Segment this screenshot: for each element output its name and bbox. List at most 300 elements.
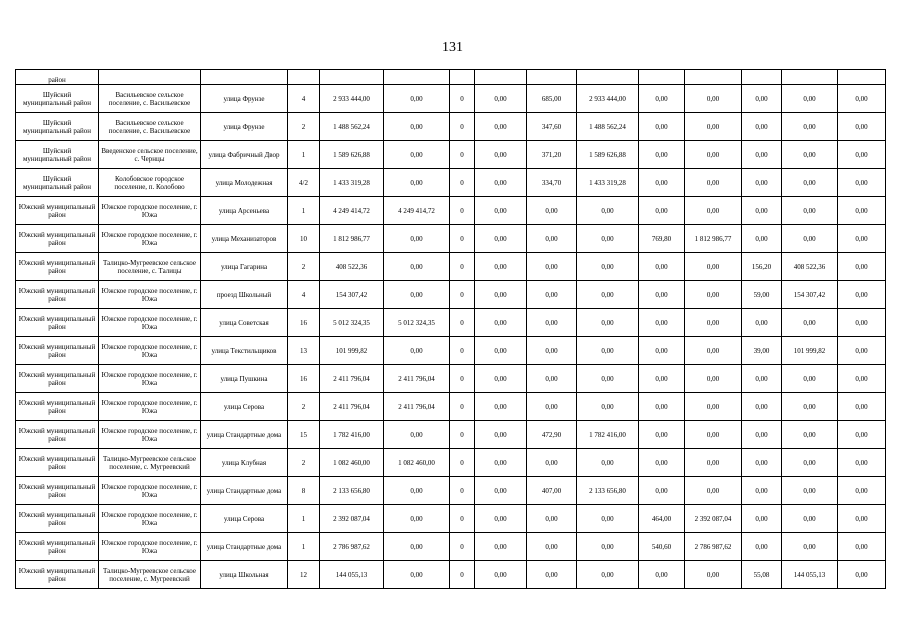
table-cell-col-11: 0,00 [639, 449, 685, 477]
table-cell-settlement: Южское городское поселение, г. Южа [99, 393, 201, 421]
table-cell-col-9: 334,70 [527, 169, 577, 197]
table-cell-street: улица Арсеньева [201, 197, 288, 225]
table-cell-col-13: 0,00 [742, 309, 782, 337]
table-cell-col-7: 0 [450, 169, 475, 197]
table-cell-col-14: 408 522,36 [782, 253, 838, 281]
table-cell-col-8: 0,00 [475, 141, 527, 169]
table-cell-col-11: 0,00 [639, 477, 685, 505]
table-cell-house-number: 16 [288, 365, 320, 393]
table-cell-col-13: 0,00 [742, 169, 782, 197]
table-cell-col-9: 0,00 [527, 561, 577, 589]
table-cell-col-15: 0,00 [838, 561, 886, 589]
table-cell-street: улица Клубная [201, 449, 288, 477]
table-cell-col-11: 0,00 [639, 365, 685, 393]
table-cell-col-6: 5 012 324,35 [384, 309, 450, 337]
table-cell-col-7: 0 [450, 449, 475, 477]
table-cell-total-cost: 5 012 324,35 [320, 309, 384, 337]
table-cell-street: улица Стандартные дома [201, 421, 288, 449]
table-cell-col-12: 0,00 [685, 197, 742, 225]
table-cell-district: Южский муниципальный район [16, 197, 99, 225]
table-cell-settlement: Южское городское поселение, г. Южа [99, 365, 201, 393]
table-cell-street: улица Текстильщиков [201, 337, 288, 365]
table-cell-col-13: 0,00 [742, 477, 782, 505]
table-cell-col-15: 0,00 [838, 393, 886, 421]
table-cell-col-6: 1 082 460,00 [384, 449, 450, 477]
table-cell-house-number: 2 [288, 253, 320, 281]
table-cell-col-15: 0,00 [838, 309, 886, 337]
table-cell-settlement: Южское городское поселение, г. Южа [99, 533, 201, 561]
table-cell-house-number: 4 [288, 281, 320, 309]
table-cell-col-11: 0,00 [639, 141, 685, 169]
table-cell [685, 70, 742, 85]
table-cell-col-13: 0,00 [742, 113, 782, 141]
table-cell-col-7: 0 [450, 533, 475, 561]
table-cell-col-7: 0 [450, 225, 475, 253]
table-cell-col-14: 0,00 [782, 197, 838, 225]
table-cell-street: улица Советская [201, 309, 288, 337]
table-cell-house-number: 1 [288, 533, 320, 561]
table-cell-total-cost: 4 249 414,72 [320, 197, 384, 225]
table-cell-col-8: 0,00 [475, 505, 527, 533]
table-cell-total-cost: 144 055,13 [320, 561, 384, 589]
table-cell-col-12: 0,00 [685, 113, 742, 141]
table-cell-col-9: 0,00 [527, 533, 577, 561]
table-cell-col-13: 0,00 [742, 141, 782, 169]
table-cell-col-14: 154 307,42 [782, 281, 838, 309]
table-cell-col-14: 144 055,13 [782, 561, 838, 589]
table-cell-col-9: 0,00 [527, 197, 577, 225]
table-cell-col-9: 0,00 [527, 309, 577, 337]
table-cell-col-11: 0,00 [639, 393, 685, 421]
table-row [16, 337, 886, 365]
table-cell-col-7: 0 [450, 141, 475, 169]
data-table [15, 69, 886, 589]
table-cell-settlement: Южское городское поселение, г. Южа [99, 421, 201, 449]
table-cell-col-14: 101 999,82 [782, 337, 838, 365]
table-cell-col-15: 0,00 [838, 141, 886, 169]
table-cell-street: проезд Школьный [201, 281, 288, 309]
table-cell-col-14: 0,00 [782, 393, 838, 421]
table-cell-col-9: 407,00 [527, 477, 577, 505]
table-cell-col-8: 0,00 [475, 393, 527, 421]
table-cell-col-8: 0,00 [475, 113, 527, 141]
table-cell-col-13: 39,00 [742, 337, 782, 365]
table-cell-col-11: 0,00 [639, 253, 685, 281]
table-cell-col-12: 2 392 087,04 [685, 505, 742, 533]
table-cell-col-15: 0,00 [838, 421, 886, 449]
table-cell-col-10: 0,00 [577, 561, 639, 589]
table-cell-total-cost: 2 933 444,00 [320, 85, 384, 113]
table-row [16, 253, 886, 281]
table-cell-total-cost: 2 786 987,62 [320, 533, 384, 561]
table-cell-col-11: 0,00 [639, 281, 685, 309]
table-cell-col-13: 0,00 [742, 197, 782, 225]
table-cell [742, 70, 782, 85]
table-cell-col-8: 0,00 [475, 197, 527, 225]
table-cell-house-number: 2 [288, 393, 320, 421]
table-cell-col-15: 0,00 [838, 365, 886, 393]
table-cell-col-10: 0,00 [577, 309, 639, 337]
table-cell-district: Южский муниципальный район [16, 561, 99, 589]
table-cell-col-7: 0 [450, 561, 475, 589]
table-cell-col-12: 0,00 [685, 169, 742, 197]
table-row [16, 197, 886, 225]
table-cell-street: улица Серова [201, 505, 288, 533]
table-row [16, 365, 886, 393]
table-cell-col-10: 0,00 [577, 281, 639, 309]
table-cell-col-10: 1 782 416,00 [577, 421, 639, 449]
table-cell-col-10: 0,00 [577, 393, 639, 421]
table-cell-total-cost: 154 307,42 [320, 281, 384, 309]
table-cell-district: Южский муниципальный район [16, 505, 99, 533]
table-cell-col-6: 0,00 [384, 477, 450, 505]
table-cell-col-13: 0,00 [742, 449, 782, 477]
table-cell-col-15: 0,00 [838, 253, 886, 281]
table-cell-col-7: 0 [450, 337, 475, 365]
table-cell-col-9: 685,00 [527, 85, 577, 113]
table-cell-col-10: 0,00 [577, 253, 639, 281]
table-cell-col-9: 371,20 [527, 141, 577, 169]
table-row [16, 309, 886, 337]
table-cell-district: Южский муниципальный район [16, 253, 99, 281]
table-cell-settlement: Южское городское поселение, г. Южа [99, 477, 201, 505]
table-cell-total-cost: 2 392 087,04 [320, 505, 384, 533]
table-cell-col-7: 0 [450, 113, 475, 141]
table-cell-house-number: 12 [288, 561, 320, 589]
table-cell-house-number: 10 [288, 225, 320, 253]
table-row [16, 533, 886, 561]
table-cell-col-7: 0 [450, 309, 475, 337]
table-cell-col-7: 0 [450, 505, 475, 533]
table-cell-col-11: 540,60 [639, 533, 685, 561]
table-cell-col-12: 0,00 [685, 309, 742, 337]
table-cell-house-number: 2 [288, 449, 320, 477]
table-cell-col-14: 0,00 [782, 141, 838, 169]
table-cell-total-cost: 408 522,36 [320, 253, 384, 281]
table-cell-col-8: 0,00 [475, 85, 527, 113]
table-cell-street: улица Серова [201, 393, 288, 421]
table-cell-col-14: 0,00 [782, 505, 838, 533]
table-cell-col-8: 0,00 [475, 421, 527, 449]
table-cell-col-10: 1 589 626,88 [577, 141, 639, 169]
table-cell-col-12: 0,00 [685, 253, 742, 281]
table-cell-col-6: 0,00 [384, 141, 450, 169]
table-cell-street: улица Стандартные дома [201, 477, 288, 505]
table-cell-col-10: 0,00 [577, 533, 639, 561]
table-cell [384, 70, 450, 85]
table-cell-col-10: 0,00 [577, 225, 639, 253]
table-cell-col-6: 0,00 [384, 253, 450, 281]
table-cell-col-9: 0,00 [527, 225, 577, 253]
table-cell-total-cost: 1 082 460,00 [320, 449, 384, 477]
table-row [16, 113, 886, 141]
table-cell-col-6: 0,00 [384, 533, 450, 561]
table-row [16, 281, 886, 309]
table-cell-settlement: Васильевское сельское поселение, с. Васильевское [99, 113, 201, 141]
table-cell-col-10: 1 433 319,28 [577, 169, 639, 197]
table-cell-col-15: 0,00 [838, 169, 886, 197]
table-cell-col-15: 0,00 [838, 477, 886, 505]
table-cell-col-12: 0,00 [685, 393, 742, 421]
table-cell-col-15: 0,00 [838, 225, 886, 253]
table-cell-house-number: 15 [288, 421, 320, 449]
table-cell-col-12: 0,00 [685, 421, 742, 449]
table-cell [577, 70, 639, 85]
table-cell-settlement: Южское городское поселение, г. Южа [99, 225, 201, 253]
table-cell-col-15: 0,00 [838, 113, 886, 141]
table-cell-col-9: 472,90 [527, 421, 577, 449]
table-cell-col-14: 0,00 [782, 169, 838, 197]
table-cell-col-13: 0,00 [742, 533, 782, 561]
table-cell-house-number: 1 [288, 505, 320, 533]
table-cell-col-14: 0,00 [782, 309, 838, 337]
table-row [16, 169, 886, 197]
table-cell-settlement: Васильевское сельское поселение, с. Васильевское [99, 85, 201, 113]
table-cell-street: улица Стандартные дома [201, 533, 288, 561]
table-cell-col-12: 0,00 [685, 449, 742, 477]
table-cell [99, 70, 201, 85]
table-cell-col-14: 0,00 [782, 365, 838, 393]
table-cell-col-6: 2 411 796,04 [384, 393, 450, 421]
table-cell-col-6: 0,00 [384, 225, 450, 253]
table-cell-col-15: 0,00 [838, 197, 886, 225]
table-cell-district: район [16, 70, 99, 85]
table-cell-col-8: 0,00 [475, 533, 527, 561]
table-cell-col-6: 2 411 796,04 [384, 365, 450, 393]
table-cell-street: улица Школьная [201, 561, 288, 589]
table-cell-col-13: 55,08 [742, 561, 782, 589]
table-cell [288, 70, 320, 85]
table-cell-col-15: 0,00 [838, 281, 886, 309]
table-row [16, 141, 886, 169]
table-cell-district: Шуйский муниципальный район [16, 141, 99, 169]
table-cell-col-11: 0,00 [639, 561, 685, 589]
table-row [16, 225, 886, 253]
table-cell-col-7: 0 [450, 85, 475, 113]
table-cell-total-cost: 1 433 319,28 [320, 169, 384, 197]
table-cell-col-8: 0,00 [475, 169, 527, 197]
table-cell-settlement: Талицко-Мугреевское сельское поселение, с. Талицы [99, 253, 201, 281]
table-cell-house-number: 4/2 [288, 169, 320, 197]
table-cell-col-10: 0,00 [577, 337, 639, 365]
table-cell-col-9: 0,00 [527, 337, 577, 365]
table-cell [838, 70, 886, 85]
table-cell-col-13: 59,00 [742, 281, 782, 309]
table-cell-district: Южский муниципальный район [16, 421, 99, 449]
table-cell-settlement: Южское городское поселение, г. Южа [99, 197, 201, 225]
table-cell-col-12: 0,00 [685, 365, 742, 393]
table-cell-street: улица Фрунзе [201, 113, 288, 141]
table-cell-col-8: 0,00 [475, 477, 527, 505]
table-cell-col-14: 0,00 [782, 85, 838, 113]
table-cell [450, 70, 475, 85]
table-cell-district: Южский муниципальный район [16, 309, 99, 337]
table-cell [201, 70, 288, 85]
table-cell-col-14: 0,00 [782, 533, 838, 561]
table-cell-col-11: 0,00 [639, 113, 685, 141]
table-cell-col-6: 4 249 414,72 [384, 197, 450, 225]
table-cell-col-9: 347,60 [527, 113, 577, 141]
table-cell-street: улица Гагарина [201, 253, 288, 281]
table-cell-total-cost: 1 589 626,88 [320, 141, 384, 169]
table-cell-street: улица Молодежная [201, 169, 288, 197]
table-cell-col-10: 0,00 [577, 449, 639, 477]
table-cell-col-6: 0,00 [384, 337, 450, 365]
table-row [16, 85, 886, 113]
table-cell-col-10: 0,00 [577, 197, 639, 225]
table-cell [527, 70, 577, 85]
table-cell-col-14: 0,00 [782, 421, 838, 449]
table-cell-col-12: 0,00 [685, 561, 742, 589]
table-cell-house-number: 2 [288, 113, 320, 141]
table-cell-col-11: 0,00 [639, 85, 685, 113]
table-cell-col-7: 0 [450, 477, 475, 505]
table-cell-col-9: 0,00 [527, 253, 577, 281]
table-cell [639, 70, 685, 85]
table-cell-col-11: 0,00 [639, 421, 685, 449]
table-cell-col-11: 0,00 [639, 337, 685, 365]
table-cell-col-10: 2 933 444,00 [577, 85, 639, 113]
table-cell-total-cost: 101 999,82 [320, 337, 384, 365]
table-cell-col-13: 0,00 [742, 505, 782, 533]
table-row [16, 421, 886, 449]
table-cell-col-7: 0 [450, 197, 475, 225]
table-cell-col-15: 0,00 [838, 533, 886, 561]
table-cell-col-6: 0,00 [384, 85, 450, 113]
table-cell-settlement: Введенское сельское поселение, с. Чернцы [99, 141, 201, 169]
table-cell-col-9: 0,00 [527, 505, 577, 533]
table-row [16, 393, 886, 421]
table-cell-district: Южский муниципальный район [16, 337, 99, 365]
table-cell-total-cost: 1 488 562,24 [320, 113, 384, 141]
table-cell-col-10: 0,00 [577, 365, 639, 393]
table-cell-settlement: Южское городское поселение, г. Южа [99, 281, 201, 309]
table-cell-col-6: 0,00 [384, 421, 450, 449]
table-cell-col-12: 1 812 986,77 [685, 225, 742, 253]
table-cell-col-14: 0,00 [782, 477, 838, 505]
page-number: 131 [442, 40, 463, 55]
table-cell-total-cost: 2 133 656,80 [320, 477, 384, 505]
table-cell-col-13: 156,20 [742, 253, 782, 281]
table-cell-col-12: 0,00 [685, 337, 742, 365]
table-cell-col-11: 0,00 [639, 197, 685, 225]
table-cell-col-11: 0,00 [639, 169, 685, 197]
table-cell-col-11: 464,00 [639, 505, 685, 533]
table-cell-col-9: 0,00 [527, 281, 577, 309]
table-cell-col-7: 0 [450, 281, 475, 309]
table-cell [782, 70, 838, 85]
table-cell-col-6: 0,00 [384, 561, 450, 589]
table-cell-col-13: 0,00 [742, 365, 782, 393]
table-cell-col-7: 0 [450, 253, 475, 281]
table-cell-house-number: 4 [288, 85, 320, 113]
table-cell-col-6: 0,00 [384, 505, 450, 533]
table-cell-district: Южский муниципальный район [16, 449, 99, 477]
table-row [16, 449, 886, 477]
table-row-continuation [16, 70, 886, 85]
table-cell-col-13: 0,00 [742, 421, 782, 449]
table-cell-house-number: 16 [288, 309, 320, 337]
table-cell-district: Шуйский муниципальный район [16, 113, 99, 141]
table-cell-col-11: 769,80 [639, 225, 685, 253]
table-cell-district: Южский муниципальный район [16, 477, 99, 505]
table-cell-street: улица Фрунзе [201, 85, 288, 113]
table-cell-col-8: 0,00 [475, 281, 527, 309]
table-row [16, 505, 886, 533]
table-cell-district: Южский муниципальный район [16, 533, 99, 561]
table-cell-col-6: 0,00 [384, 113, 450, 141]
table-cell-col-8: 0,00 [475, 225, 527, 253]
table-cell [320, 70, 384, 85]
table-cell-col-12: 0,00 [685, 477, 742, 505]
table-cell-col-11: 0,00 [639, 309, 685, 337]
table-cell-col-12: 2 786 987,62 [685, 533, 742, 561]
table-cell-col-15: 0,00 [838, 85, 886, 113]
table-cell-col-15: 0,00 [838, 505, 886, 533]
table-cell-col-6: 0,00 [384, 169, 450, 197]
table-cell-col-9: 0,00 [527, 365, 577, 393]
table-cell-col-10: 1 488 562,24 [577, 113, 639, 141]
table-cell-house-number: 8 [288, 477, 320, 505]
table-cell-district: Шуйский муниципальный район [16, 85, 99, 113]
table-cell-col-8: 0,00 [475, 309, 527, 337]
table-cell-street: улица Пушкина [201, 365, 288, 393]
table-cell-col-8: 0,00 [475, 253, 527, 281]
table-cell-col-8: 0,00 [475, 365, 527, 393]
table-cell-settlement: Южское городское поселение, г. Южа [99, 505, 201, 533]
table-cell-district: Южский муниципальный район [16, 225, 99, 253]
table-cell-col-8: 0,00 [475, 337, 527, 365]
table-cell-district: Шуйский муниципальный район [16, 169, 99, 197]
table-cell-col-14: 0,00 [782, 225, 838, 253]
table-cell-col-13: 0,00 [742, 85, 782, 113]
table-row [16, 561, 886, 589]
table-cell-col-12: 0,00 [685, 141, 742, 169]
table-row [16, 477, 886, 505]
table-cell-settlement: Южское городское поселение, г. Южа [99, 337, 201, 365]
table-cell-district: Южский муниципальный район [16, 365, 99, 393]
table-cell-total-cost: 2 411 796,04 [320, 365, 384, 393]
table-cell-col-15: 0,00 [838, 449, 886, 477]
table-cell-col-8: 0,00 [475, 449, 527, 477]
table-cell-col-9: 0,00 [527, 393, 577, 421]
table-cell-col-7: 0 [450, 393, 475, 421]
table-cell-col-14: 0,00 [782, 113, 838, 141]
table-cell-settlement: Талицко-Мугреевское сельское поселение, с. Мугреевский [99, 449, 201, 477]
table-cell-total-cost: 1 812 986,77 [320, 225, 384, 253]
table-cell-col-12: 0,00 [685, 281, 742, 309]
table-cell-col-12: 0,00 [685, 85, 742, 113]
table-cell-col-13: 0,00 [742, 225, 782, 253]
table-cell-street: улица Фабричный Двор [201, 141, 288, 169]
table-cell-total-cost: 1 782 416,00 [320, 421, 384, 449]
table-cell-district: Южский муниципальный район [16, 393, 99, 421]
table-cell-settlement: Южское городское поселение, г. Южа [99, 309, 201, 337]
table-cell-col-14: 0,00 [782, 449, 838, 477]
table-cell-col-9: 0,00 [527, 449, 577, 477]
table-cell-col-7: 0 [450, 365, 475, 393]
table-cell-col-13: 0,00 [742, 393, 782, 421]
table-cell-settlement: Колобовское городское поселение, п. Колобово [99, 169, 201, 197]
table-cell-house-number: 1 [288, 141, 320, 169]
table-cell-col-6: 0,00 [384, 281, 450, 309]
table-cell-col-8: 0,00 [475, 561, 527, 589]
table-cell-street: улица Механизаторов [201, 225, 288, 253]
table-cell-col-10: 2 133 656,80 [577, 477, 639, 505]
table-cell-total-cost: 2 411 796,04 [320, 393, 384, 421]
table-cell-settlement: Талицко-Мугреевское сельское поселение, с. Мугреевский [99, 561, 201, 589]
table-cell-col-7: 0 [450, 421, 475, 449]
